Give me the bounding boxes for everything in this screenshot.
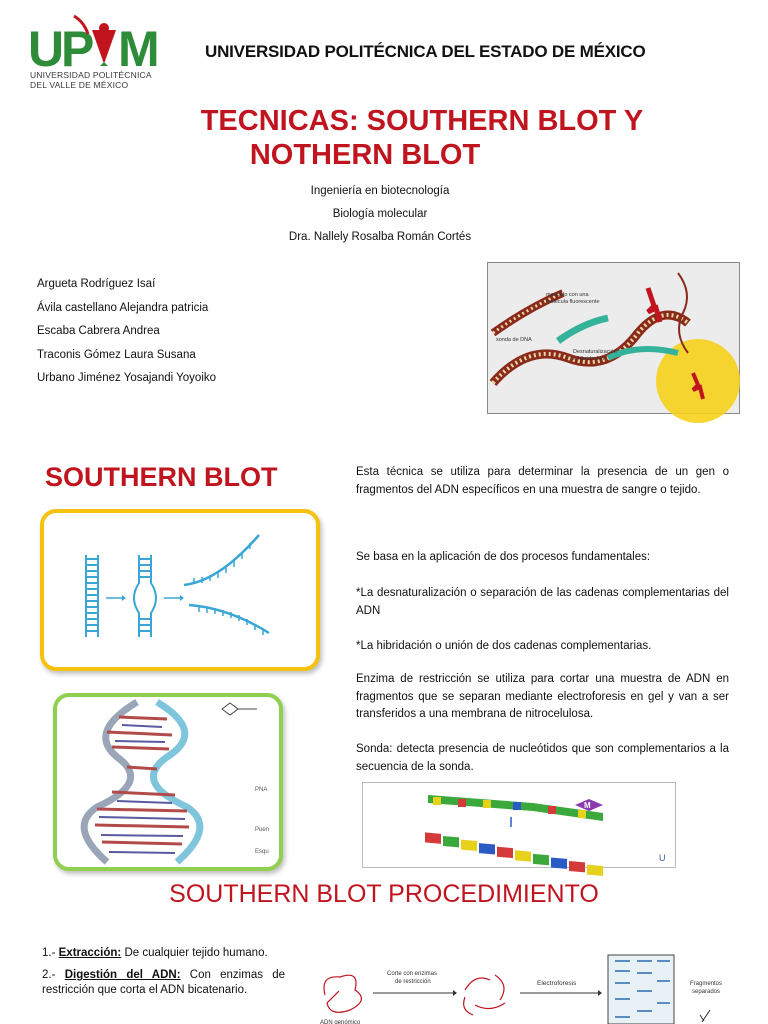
procedure-step-2: 2.- Digestión del ADN: Con enzimas de restricción que corta el ADN bicatenario. <box>42 969 286 996</box>
subject: Biología molecular <box>332 208 428 220</box>
svg-text:marcado con una: marcado con una <box>546 292 589 298</box>
melting-dna-icon <box>134 555 156 637</box>
svg-text:Esqu: Esqu <box>255 849 269 855</box>
svg-text:ADN genómico: ADN genómico <box>320 1020 361 1024</box>
hybridization-figure <box>487 262 740 414</box>
target-dna-strip-icon <box>425 832 603 876</box>
svg-text:M: M <box>584 801 591 810</box>
svg-text:P: P <box>61 21 95 77</box>
separated-strands-icon <box>184 535 269 633</box>
svg-text:separados: separados <box>692 989 721 995</box>
svg-text:molécula fluorescente: molécula fluorescente <box>546 299 600 305</box>
procedure-steps <box>42 946 285 1005</box>
author-item: Urbano Jiménez Yosajandi Yoyoiko <box>37 372 217 384</box>
denaturation-diagram <box>40 509 320 671</box>
author-list <box>37 273 216 391</box>
svg-text:sonda de DNA: sonda de DNA <box>496 337 532 343</box>
author-item: Escaba Cabrera Andrea <box>37 325 160 337</box>
southern-paragraph-5: Enzima de restricción se utiliza para cortar una muestra de ADN en fragmentos que se separan mediante electroforesis en gel y van a ser transferidos a una membrana de nitrocelulosa. <box>356 673 729 720</box>
svg-text:Corte con enzimas: Corte con enzimas <box>387 971 438 977</box>
fragmented-dna-icon <box>464 975 505 1015</box>
procedure-heading: SOUTHERN BLOT PROCEDIMIENTO <box>169 880 599 908</box>
probe-hybridization-figure <box>362 782 676 868</box>
logo-v-figure-icon <box>92 23 116 66</box>
gel-electrophoresis-icon <box>608 955 674 1024</box>
southern-paragraph-6: Sonda: detecta presencia de nucleótidos que son complementarios a la secuencia de la sonda. <box>356 743 729 773</box>
author-item: Traconis Gómez Laura Susana <box>37 348 196 361</box>
procedure-step-1: 1.- Extracción: De cualquier tejido humano. <box>42 947 268 959</box>
dna-helix-diagram <box>53 693 283 871</box>
southern-paragraph-1: Esta técnica se utiliza para determinar la presencia de un gen o fragmentos del ADN específicos en una muestra de sangre o tejido. <box>356 466 729 496</box>
university-name: UNIVERSIDAD POLITÉCNICA DEL ESTADO DE MÉXICO <box>205 42 646 61</box>
author-item: Argueta Rodríguez Isaí <box>37 278 156 290</box>
southern-paragraph-4: *La hibridación o unión de dos cadenas complementarias. <box>356 640 652 652</box>
procedure-diagram <box>315 955 768 1024</box>
svg-text:PNA: PNA <box>255 787 268 793</box>
double-strand-dna-icon <box>86 555 98 637</box>
career: Ingeniería en biotecnología <box>310 185 450 197</box>
logo-subtitle: UNIVERSIDAD POLITÉCNICA DEL VALLE DE MÉXICO <box>30 70 152 90</box>
molecule-icon <box>222 703 238 715</box>
svg-text:M: M <box>118 21 160 77</box>
svg-text:de restricción: de restricción <box>395 979 431 985</box>
southern-blot-heading: SOUTHERN BLOT <box>45 462 278 492</box>
teacher: Dra. Nallely Rosalba Román Cortés <box>288 231 472 243</box>
author-item: Ávila castellano Alejandra patricia <box>37 301 209 314</box>
page-title: TECNICAS: SOUTHERN BLOT Y NOTHERN BLOT <box>200 105 644 171</box>
svg-text:Puen: Puen <box>255 827 270 833</box>
svg-text:Desnaturalización: Desnaturalización <box>573 349 617 355</box>
svg-text:Fragmentos: Fragmentos <box>690 981 723 987</box>
svg-text:U: U <box>659 853 666 863</box>
southern-paragraph-3: *La desnaturalización o separación de las cadenas complementarias del ADN <box>356 587 729 617</box>
genomic-dna-tangle-icon <box>324 975 361 1012</box>
southern-paragraph-2: Se basa en la aplicación de dos procesos fundamentales: <box>356 551 651 563</box>
svg-text:e hibridación: e hibridación <box>573 356 605 362</box>
svg-text:Electroforesis: Electroforesis <box>537 980 577 987</box>
arrow-down-icon <box>700 1010 710 1022</box>
logo-letters-up: U <box>28 21 65 77</box>
